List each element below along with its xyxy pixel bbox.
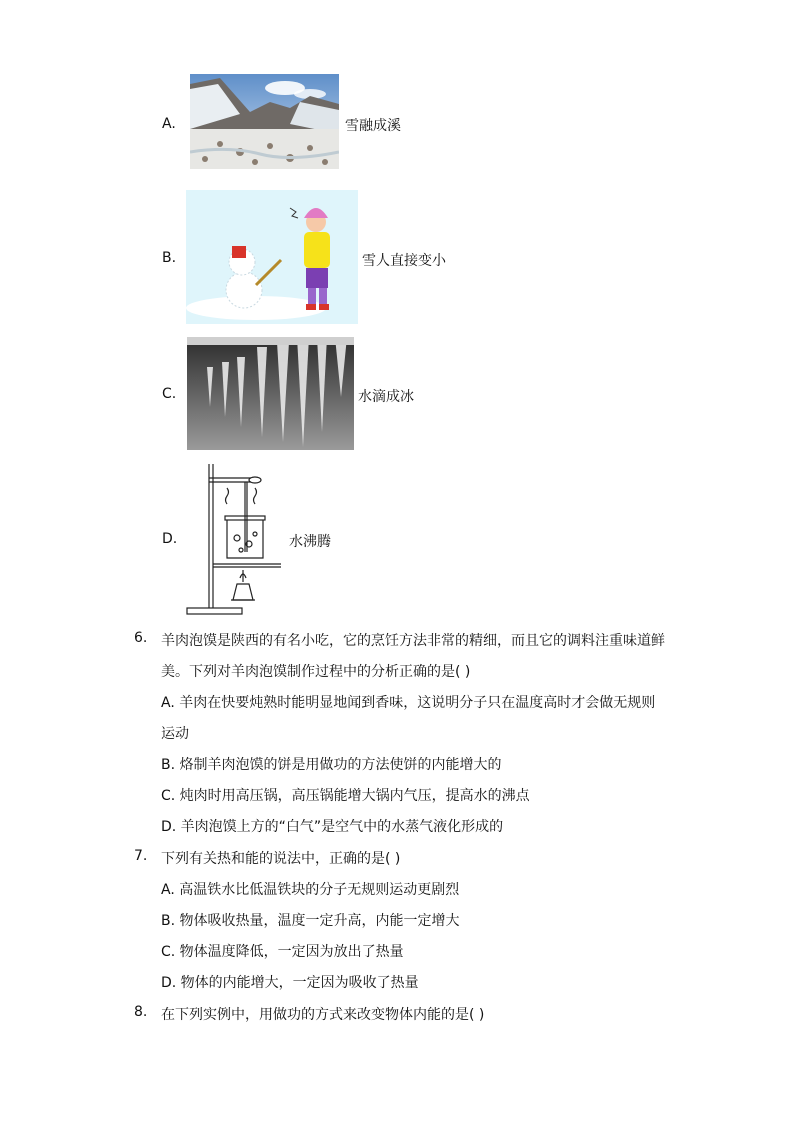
q6-option-d[interactable]: D. 羊肉泡馍上方的“白气”是空气中的水蒸气液化形成的 — [161, 819, 504, 835]
q6-stem-line1: 羊肉泡馍是陕西的有名小吃，它的烹饪方法非常的精细，而且它的调料注重味道鲜 — [161, 633, 665, 649]
q7-number: 7. — [134, 848, 148, 864]
q6-option-a-line2[interactable]: 运动 — [161, 726, 189, 742]
option-d-caption: 水沸腾 — [289, 534, 331, 550]
q6-option-b[interactable]: B. 烙制羊肉泡馍的饼是用做功的方法使饼的内能增大的 — [161, 757, 502, 773]
q6-option-a-line1[interactable]: A. 羊肉在快要炖熟时能明显地闻到香味，这说明分子只在温度高时才会做无规则 — [161, 695, 656, 711]
option-b-letter: B. — [162, 250, 177, 266]
option-a-caption: 雪融成溪 — [345, 118, 401, 134]
q7-option-d[interactable]: D. 物体的内能增大，一定因为吸收了热量 — [161, 975, 419, 991]
snow-valley-image — [190, 74, 339, 169]
option-c-caption: 水滴成冰 — [358, 389, 414, 405]
option-b-caption: 雪人直接变小 — [362, 253, 446, 269]
option-d-letter: D. — [162, 531, 178, 547]
q8-stem: 在下列实例中，用做功的方式来改变物体内能的是( ) — [161, 1007, 485, 1023]
q7-option-b[interactable]: B. 物体吸收热量，温度一定升高，内能一定增大 — [161, 913, 460, 929]
icicles-image — [187, 337, 354, 450]
boiling-apparatus-diagram — [185, 460, 285, 618]
q6-stem-line2: 美。下列对羊肉泡馍制作过程中的分析正确的是( ) — [161, 664, 471, 680]
snowman-girl-image — [186, 190, 358, 324]
option-a-letter: A. — [162, 116, 176, 132]
q7-stem: 下列有关热和能的说法中，正确的是( ) — [161, 851, 401, 867]
q7-option-a[interactable]: A. 高温铁水比低温铁块的分子无规则运动更剧烈 — [161, 882, 460, 898]
q6-option-c[interactable]: C. 炖肉时用高压锅，高压锅能增大锅内气压，提高水的沸点 — [161, 788, 530, 804]
q7-option-c[interactable]: C. 物体温度降低，一定因为放出了热量 — [161, 944, 404, 960]
option-c-letter: C. — [162, 386, 177, 402]
q8-number: 8. — [134, 1004, 148, 1020]
q6-number: 6. — [134, 630, 148, 646]
